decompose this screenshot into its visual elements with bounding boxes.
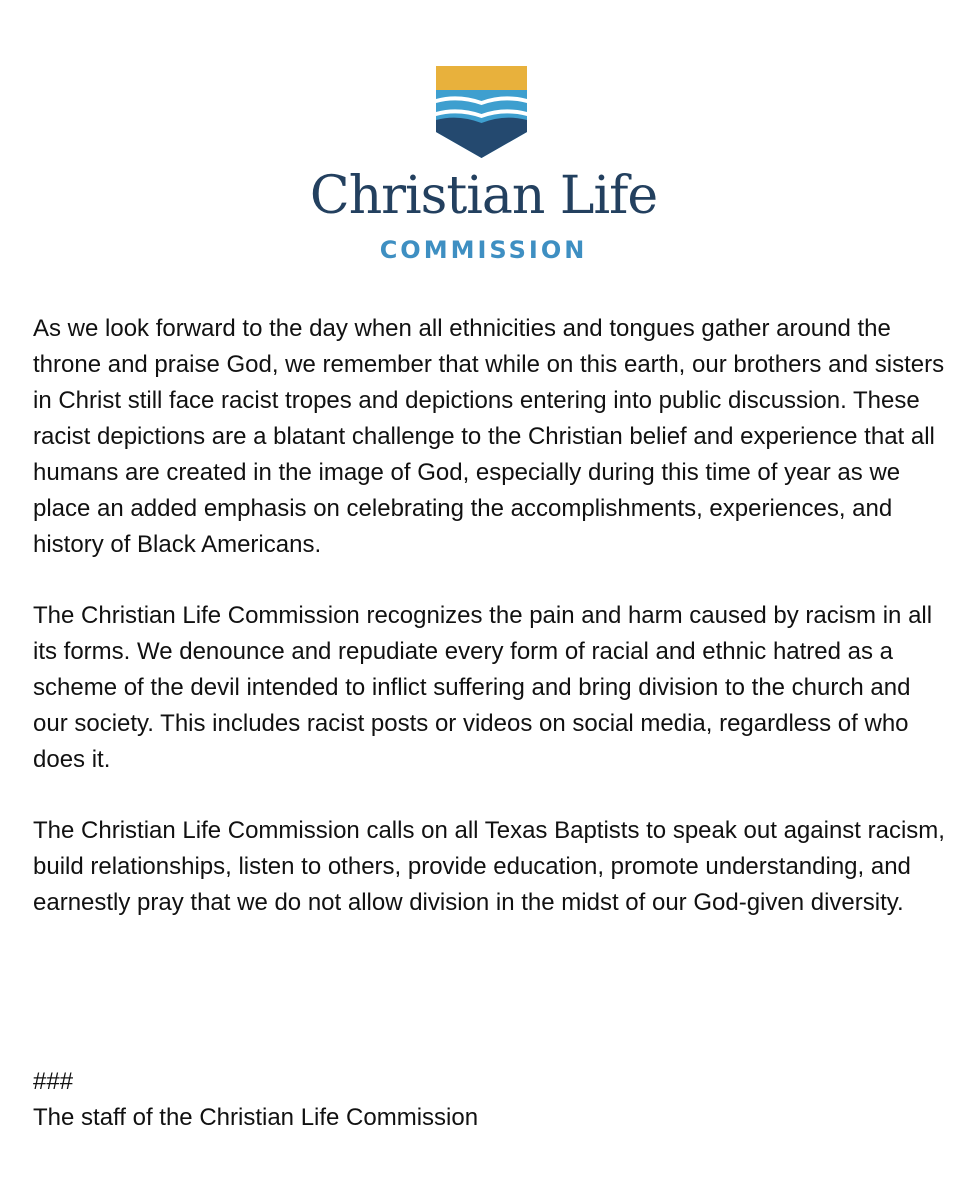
statement-paragraph-3: The Christian Life Commission calls on all Texas Baptists to speak out against racism, build relationships, listen to others, provide education, promote understanding, and earnestly pray that we do not allow division in the midst of our God-given diversity. <box>33 817 945 916</box>
organization-logo <box>0 66 967 266</box>
end-mark: ### <box>33 1068 74 1095</box>
statement-body <box>33 311 948 956</box>
statement-paragraph-1: As we look forward to the day when all ethnicities and tongues gather around the throne and praise God, we remember that while on this earth, our brothers and sisters in Christ still face racist tropes and depictions entering into public discussion. These racist depictions are a blatant challenge to the Christian belief and experience that all humans are created in the image of God, especially during this time of year as we place an added emphasis on celebrating the accomplishments, experiences, and history of Black Americans. <box>33 315 945 558</box>
crest-gold-band <box>436 66 527 90</box>
statement-footer <box>33 1064 933 1136</box>
statement-paragraph-2: The Christian Life Commission recognizes the pain and harm caused by racism in all its forms. We denounce and repudiate every form of racial and ethnic hatred as a scheme of the devil intended to inflict suffering and bring division to the church and our society. This includes racist posts or videos on social media, regardless of who does it. <box>33 602 933 773</box>
crest-dark-base <box>436 118 527 158</box>
logo-subtitle: COMMISSION <box>379 236 588 264</box>
signature: The staff of the Christian Life Commission <box>33 1104 479 1131</box>
shield-crest-icon <box>436 66 527 158</box>
logo-title: Christian Life <box>309 166 658 226</box>
